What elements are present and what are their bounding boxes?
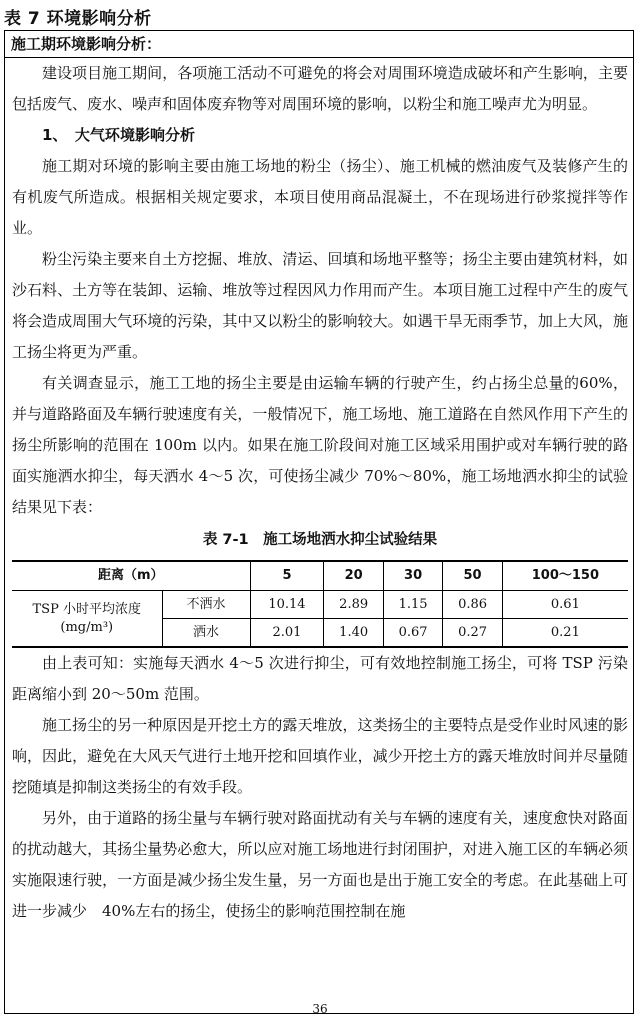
intro-paragraph: 建设项目施工期间，各项施工活动不可避免的将会对周围环境造成破坏和产生影响，主要包括废气、废水、噪声和固体废弃物等对周围环境的影响，以粉尘和施工噪声尤为明显。 xyxy=(12,64,628,113)
row-label: 洒水 xyxy=(162,619,250,648)
table-cell: 1.15 xyxy=(383,591,442,619)
table-cell: 2.01 xyxy=(250,619,324,648)
distance-cell: 100～150 xyxy=(502,561,628,591)
table-cell: 0.21 xyxy=(502,619,628,648)
page-title: 表 7 环境影响分析 xyxy=(4,9,152,29)
subsection-heading: 1、 大气环境影响分析 xyxy=(42,126,195,144)
table-row xyxy=(12,591,628,619)
table-cell: 0.86 xyxy=(443,591,502,619)
distance-cell: 5 xyxy=(250,561,324,591)
distance-cell: 20 xyxy=(324,561,383,591)
table-cell: 2.89 xyxy=(324,591,383,619)
table-cell: 1.40 xyxy=(324,619,383,648)
table-cell: 0.67 xyxy=(383,619,442,648)
tsp-label: TSP 小时平均浓度 xyxy=(32,601,141,617)
dust-suppression-table xyxy=(12,560,628,648)
body-paragraph: 有关调查显示，施工工地的扬尘主要是由运输车辆的行驶产生，约占扬尘总量的60%，并与道路路面及车辆行驶速度有关，一般情况下，施工场地、施工道路在自然风作用下产生的扬尘所影响的范围在 100m 以内。如果在施工阶段间对施工区域采用围护或对车辆行驶的路面实施洒水抑尘，每天洒水 4～5 次，可使扬尘减少 70%～80%，施工场地洒水抑尘的试验结果见下表： xyxy=(12,374,628,516)
body-paragraph: 施工期对环境的影响主要由施工场地的粉尘（扬尘）、施工机械的燃油废气及装修产生的有机废气所造成。根据相关规定要求，本项目使用商品混凝土，不在现场进行砂浆搅拌等作业。 xyxy=(12,157,628,237)
body-paragraph: 由上表可知：实施每天洒水 4～5 次进行抑尘，可有效地控制施工扬尘，可将 TSP 污染距离缩小到 20～50m 范围。 xyxy=(12,654,628,703)
content-body xyxy=(12,58,628,927)
page-number: 36 xyxy=(312,1002,328,1016)
body-paragraph: 施工扬尘的另一种原因是开挖土方的露天堆放，这类扬尘的主要特点是受作业时风速的影响，因此，避免在大风天气进行土地开挖和回填作业，减少开挖土方的露天堆放时间并尽量随挖随填是抑制这类扬尘的有效手段。 xyxy=(12,716,628,796)
content-frame xyxy=(4,30,634,1014)
tsp-unit: (mg/m³) xyxy=(60,619,114,635)
section-title: 施工期环境影响分析： xyxy=(11,35,162,53)
body-paragraph: 粉尘污染主要来自土方挖掘、堆放、清运、回填和场地平整等；扬尘主要由建筑材料，如沙石料、土方等在装卸、运输、堆放等过程因风力作用而产生。本项目施工过程中产生的废气将会造成周围大气环境的污染，其中又以粉尘的影响较大。如遇干旱无雨季节，加上大风，施工扬尘将更为严重。 xyxy=(12,250,628,361)
table-cell: 0.61 xyxy=(502,591,628,619)
table-cell: 0.27 xyxy=(443,619,502,648)
row-label: 不洒水 xyxy=(162,591,250,619)
table-cell: 10.14 xyxy=(250,591,324,619)
distance-header: 距离（m） xyxy=(12,561,250,591)
table-caption: 表 7-1 施工场地洒水抑尘试验结果 xyxy=(202,532,438,548)
row-group-label xyxy=(12,591,162,648)
distance-cell: 50 xyxy=(443,561,502,591)
distance-cell: 30 xyxy=(383,561,442,591)
table-header-row xyxy=(12,561,628,591)
body-paragraph: 另外，由于道路的扬尘量与车辆行驶对路面扰动有关与车辆的速度有关，速度愈快对路面的扰动越大，其扬尘量势必愈大，所以应对施工场地进行封闭围护，对进入施工区的车辆必须实施限速行驶，一方面是减少扬尘发生量，另一方面也是出于施工安全的考虑。在此基础上可进一步减少 40%左右的扬尘，使扬尘的影响范围控制在施 xyxy=(12,809,628,920)
